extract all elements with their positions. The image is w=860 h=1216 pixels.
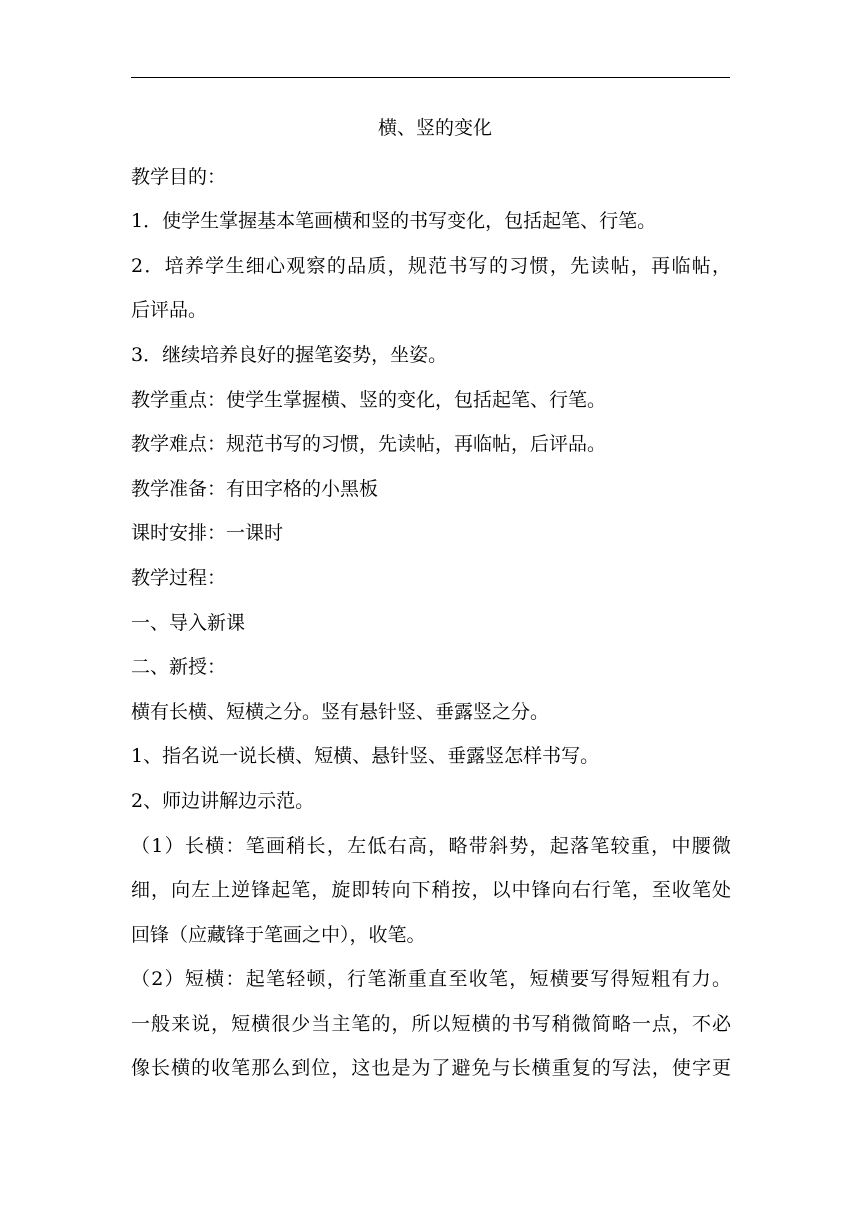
paragraph-line: 教学准备：有田字格的小黑板 [131,477,379,500]
header-rule [131,77,730,78]
paragraph-line: 后评品。 [131,299,208,322]
paragraph-line: 3．继续培养良好的握笔姿势，坐姿。 [131,343,448,366]
paragraph-line: 二、新授： [131,656,227,679]
paragraph-line: 1．使学生掌握基本笔画横和竖的书写变化，包括起笔、行笔。 [131,210,657,233]
paragraph-line: 回锋（应藏锋于笔画之中），收笔。 [131,923,426,946]
paragraph-line: （2）短横：起笔轻顿，行笔渐重直至收笔，短横要写得短粗有力。 [131,968,731,991]
paragraph-line: 1、指名说一说长横、短横、悬针竖、垂露竖怎样书写。 [131,745,600,768]
paragraph-line: 一般来说，短横很少当主笔的，所以短横的书写稍微简略一点，不必 [131,1012,731,1035]
paragraph-line: 教学目的： [131,165,227,188]
paragraph-line: 2、师边讲解边示范。 [131,789,315,812]
paragraph-line: 横有长横、短横之分。竖有悬针竖、垂露竖之分。 [131,700,550,723]
paragraph-line: （1）长横：笔画稍长，左低右高，略带斜势，起落笔较重，中腰微 [131,834,731,857]
paragraph-line: 像长横的收笔那么到位，这也是为了避免与长横重复的写法，使字更 [131,1057,731,1080]
document-body [131,110,731,1091]
paragraph-line: 教学难点：规范书写的习惯，先读帖，再临帖，后评品。 [131,433,607,456]
paragraph-line: 教学重点：使学生掌握横、竖的变化，包括起笔、行笔。 [131,388,607,411]
paragraph-line: 2．培养学生细心观察的品质，规范书写的习惯，先读帖，再临帖， [131,254,731,277]
document-title: 横、竖的变化 [377,117,492,139]
paragraph-line: 课时安排：一课时 [131,522,284,545]
paragraph-line: 一、导入新课 [131,611,246,634]
paragraph-line: 教学过程： [131,566,227,589]
paragraph-line: 细，向左上逆锋起笔，旋即转向下稍按，以中锋向右行笔，至收笔处 [131,879,731,902]
